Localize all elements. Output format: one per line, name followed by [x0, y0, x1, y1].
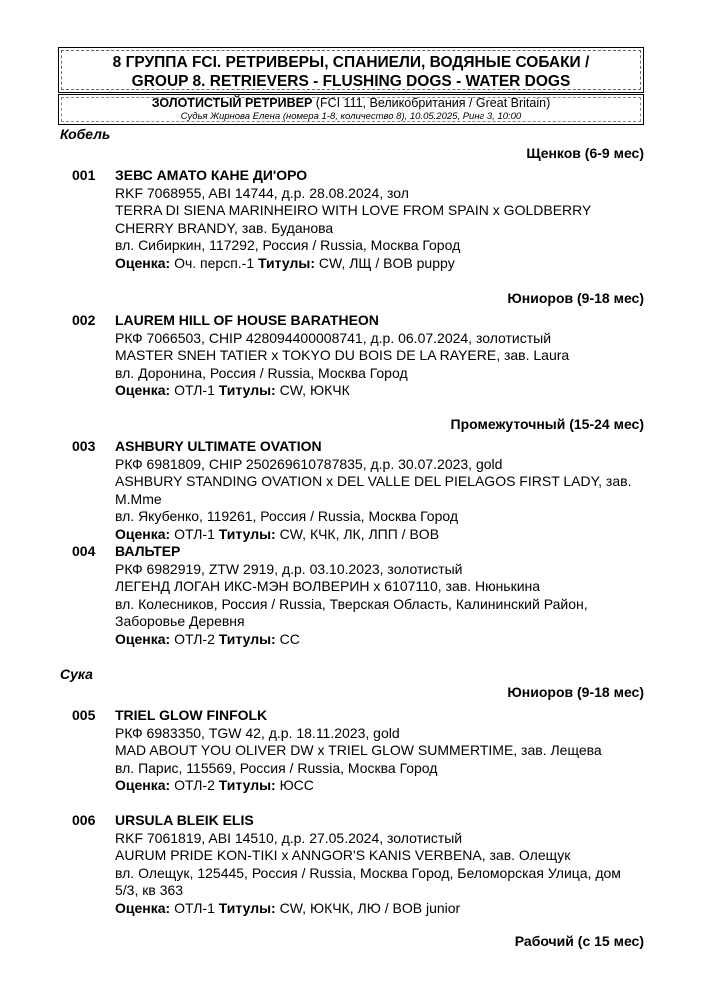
dog-result [115, 255, 672, 273]
entry-number: 002 [72, 312, 96, 328]
breed-header-box [58, 94, 644, 125]
grade-label: Оценка: [115, 630, 171, 647]
dog-registration: RKF 7061819, ABI 14510, д.р. 27.05.2024, золотистый [115, 829, 463, 846]
dog-name: TRIEL GLOW FINFOLK [115, 707, 268, 723]
dog-owner: вл. Доронина, Россия / Russia, Москва Город [115, 364, 408, 381]
dog-owner: вл. Олещук, 125445, Россия / Russia, Москва Город, Беломорская Улица, дом 5/3, кв 363 [115, 864, 621, 899]
grade-label: Оценка: [115, 777, 171, 794]
grade-label: Оценка: [115, 254, 171, 271]
titles-value: CW, КЧК, ЛК, ЛПП / BOB [275, 525, 440, 542]
titles-label: Титулы: [218, 382, 276, 399]
titles-label: Титулы: [218, 777, 276, 794]
dog-parents: TERRA DI SIENA MARINHEIRO WITH LOVE FROM SPAIN x GOLDBERRY CHERRY BRANDY, зав. Буданова [115, 202, 592, 236]
dog-registration: РКФ 6981809, CHIP 250269610787835, д.р. 30.07.2023, gold [115, 455, 503, 472]
entry-number: 006 [72, 812, 96, 828]
grade-value: Оч. персп.-1 [170, 254, 259, 271]
grade-label: Оценка: [115, 525, 171, 542]
group-title-en: GROUP 8. RETRIEVERS - FLUSHING DOGS - WATER DOGS [131, 73, 571, 90]
dog-owner: вл. Сибиркин, 117292, Россия / Russia, Москва Город [115, 237, 461, 254]
dog-name: LAUREM HILL OF HOUSE BARATHEON [115, 312, 379, 328]
dog-registration: РКФ 6983350, TGW 42, д.р. 18.11.2023, gold [115, 724, 400, 741]
class-heading: Щенков (6-9 мес) [526, 145, 644, 161]
titles-label: Титулы: [218, 525, 276, 542]
group-title-ru: 8 ГРУППА FCI. РЕТРИВЕРЫ, СПАНИЕЛИ, ВОДЯНЫЕ СОБАКИ / [112, 54, 590, 71]
dog-owner: вл. Колесников, Россия / Russia, Тверская Область, Калининский Район, Заборовье Деревня [115, 595, 588, 630]
titles-value: CW, ЛЩ / BOB puppy [314, 254, 455, 271]
dog-parents: MASTER SNEH TATIER x TOKYO DU BOIS DE LA RAYERE, зав. Laura [115, 347, 570, 364]
grade-value: ОТЛ-1 [170, 899, 219, 916]
judge-line: Судья Жирнова Елена (номера 1-8, количество 8), 10.05.2025, Ринг 3, 10:00 [180, 111, 522, 122]
dog-result [115, 526, 672, 544]
titles-value: CW, ЮКЧК [275, 382, 350, 399]
grade-label: Оценка: [115, 382, 171, 399]
dog-name: ВАЛЬТЕР [115, 543, 181, 559]
entry-003 [72, 438, 672, 544]
entry-004 [72, 543, 672, 649]
grade-value: ОТЛ-2 [170, 630, 219, 647]
breed-line [59, 96, 643, 111]
dog-name: ЗЕВС АМАТО КАНЕ ДИ'ОРО [115, 167, 308, 183]
dog-registration: РКФ 7066503, CHIP 428094400008741, д.р. 06.07.2024, золотистый [115, 329, 552, 346]
entry-005 [72, 707, 672, 795]
dog-parents: ASHBURY STANDING OVATION x DEL VALLE DEL PIELAGOS FIRST LADY, зав. M.Mme [115, 473, 632, 507]
dog-parents: MAD ABOUT YOU OLIVER DW x TRIEL GLOW SUMMERTIME, зав. Лещева [115, 742, 602, 759]
sex-heading-male: Кобель [60, 126, 111, 142]
dog-owner: вл. Парис, 115569, Россия / Russia, Москва Город [115, 759, 438, 776]
titles-label: Титулы: [218, 899, 276, 916]
dog-result [115, 900, 672, 918]
class-heading: Юниоров (9-18 мес) [507, 684, 644, 700]
dog-result [115, 382, 672, 400]
dog-owner: вл. Якубенко, 119261, Россия / Russia, Москва Город [115, 508, 458, 525]
group-header-inner [61, 50, 641, 90]
entry-002 [72, 312, 672, 400]
dog-parents: AURUM PRIDE KON-TIKI x ANNGOR'S KANIS VERBENA, зав. Олещук [115, 847, 571, 864]
dog-registration: РКФ 6982919, ZTW 2919, д.р. 03.10.2023, золотистый [115, 560, 463, 577]
titles-label: Титулы: [218, 630, 276, 647]
dog-parents: ЛЕГЕНД ЛОГАН ИКС-МЭН ВОЛВЕРИН x 6107110, зав. Нюнькина [115, 578, 541, 595]
dog-name: URSULA BLEIK ELIS [115, 812, 254, 828]
titles-label: Титулы: [258, 254, 315, 271]
sex-heading-female: Сука [60, 666, 93, 682]
entry-number: 003 [72, 438, 96, 454]
titles-value: CC [275, 630, 300, 647]
breed-name: ЗОЛОТИСТЫЙ РЕТРИВЕР [151, 96, 313, 110]
dog-result [115, 631, 672, 649]
class-heading: Юниоров (9-18 мес) [507, 290, 644, 306]
entry-number: 004 [72, 543, 96, 559]
grade-value: ОТЛ-1 [170, 525, 219, 542]
dog-registration: RKF 7068955, ABI 14744, д.р. 28.08.2024, зол [115, 184, 409, 201]
titles-value: CW, ЮКЧК, ЛЮ / BOB junior [275, 899, 461, 916]
entry-number: 001 [72, 167, 96, 183]
entry-001 [72, 167, 672, 273]
entry-number: 005 [72, 707, 96, 723]
breed-info: (FCI 111, Великобритания / Great Britain) [312, 96, 551, 110]
grade-label: Оценка: [115, 899, 171, 916]
entry-006 [72, 812, 672, 918]
class-heading: Промежуточный (15-24 мес) [450, 416, 644, 432]
grade-value: ОТЛ-2 [170, 777, 219, 794]
dog-name: ASHBURY ULTIMATE OVATION [115, 438, 322, 454]
grade-value: ОТЛ-1 [170, 382, 219, 399]
titles-value: ЮСС [275, 777, 314, 794]
dog-result [115, 777, 672, 795]
group-header-box [58, 47, 644, 93]
class-heading: Рабочий (с 15 мес) [514, 933, 644, 949]
